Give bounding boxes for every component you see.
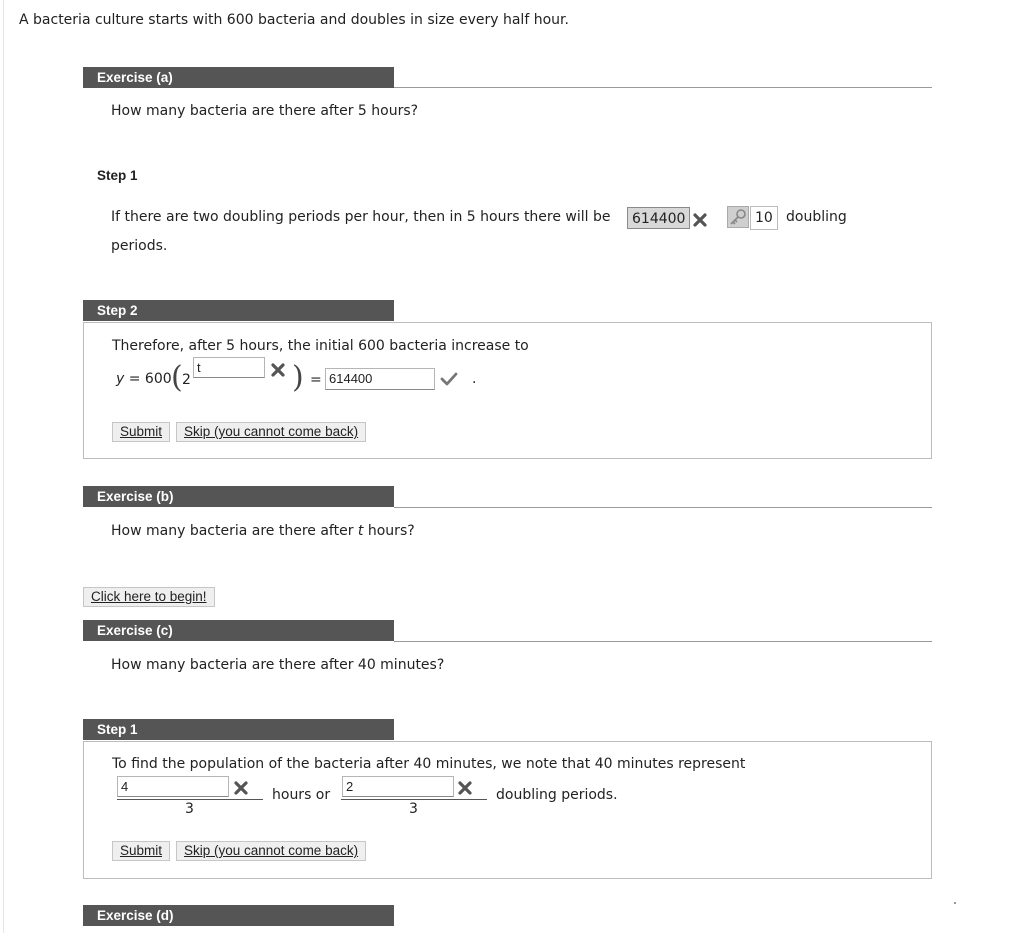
periods-numerator-input[interactable]: 2 bbox=[342, 776, 454, 797]
periods-denominator: 3 bbox=[409, 801, 418, 817]
correct-check-icon bbox=[440, 372, 458, 386]
problem-intro: A bacteria culture starts with 600 bacteria and doubles in size every half hour. bbox=[19, 12, 569, 28]
exercise-a-step1-text: If there are two doubling periods per hour, then in 5 hours there will be bbox=[111, 209, 611, 225]
submit-button[interactable]: Submit bbox=[112, 841, 170, 861]
wrong-x-icon bbox=[270, 362, 286, 378]
begin-button[interactable]: Click here to begin! bbox=[83, 587, 215, 607]
periods-fraction-bar bbox=[341, 799, 487, 800]
key-icon bbox=[728, 207, 748, 227]
exercise-a-step1-correct-answer: 10 bbox=[750, 206, 778, 230]
left-paren: ( bbox=[171, 360, 183, 395]
wrong-x-icon bbox=[457, 780, 473, 796]
exercise-c-question: How many bacteria are there after 40 minutes? bbox=[111, 657, 445, 673]
skip-button[interactable]: Skip (you cannot come back) bbox=[176, 422, 366, 442]
equation-base: 2 bbox=[182, 372, 191, 388]
decorative-dot bbox=[954, 902, 956, 904]
exercise-c-step1-text: To find the population of the bacteria after 40 minutes, we note that 40 minutes represent bbox=[112, 756, 746, 772]
exercise-a-step1-text-wrap: periods. bbox=[111, 238, 168, 254]
wrong-x-icon bbox=[692, 212, 708, 228]
exercise-b-rule bbox=[394, 507, 932, 508]
hours-numerator-input[interactable]: 4 bbox=[117, 776, 229, 797]
skip-button[interactable]: Skip (you cannot come back) bbox=[176, 841, 366, 861]
result-input[interactable]: 614400 bbox=[325, 368, 435, 390]
exercise-b-question: How many bacteria are there after t hours? bbox=[111, 523, 415, 539]
hours-denominator: 3 bbox=[185, 801, 194, 817]
periods-text: doubling periods. bbox=[496, 787, 618, 803]
exponent-input[interactable]: t bbox=[193, 357, 265, 378]
right-paren: ) bbox=[292, 360, 304, 395]
equation-period: . bbox=[472, 371, 477, 387]
exercise-c-header: Exercise (c) bbox=[83, 620, 394, 641]
exercise-a-rule bbox=[394, 87, 932, 88]
exercise-a-step1-label: Step 1 bbox=[97, 168, 138, 183]
submit-button[interactable]: Submit bbox=[112, 422, 170, 442]
exercise-b-header: Exercise (b) bbox=[83, 486, 394, 507]
hours-fraction-bar bbox=[117, 799, 263, 800]
exercise-c-step1-header: Step 1 bbox=[83, 719, 394, 740]
wrong-x-icon bbox=[233, 780, 249, 796]
equation-equals: = bbox=[310, 372, 322, 388]
exercise-d-header: Exercise (d) bbox=[83, 905, 394, 926]
hours-or-text: hours or bbox=[272, 787, 331, 803]
exercise-a-question: How many bacteria are there after 5 hours? bbox=[111, 103, 419, 119]
exercise-a-step1-text-after: doubling bbox=[786, 209, 847, 225]
exercise-a-step2-header: Step 2 bbox=[83, 300, 394, 321]
key-hint-icon[interactable] bbox=[727, 206, 749, 228]
exercise-c-rule bbox=[394, 641, 932, 642]
equation-y: y = 600 bbox=[116, 371, 172, 387]
exercise-a-step2-text: Therefore, after 5 hours, the initial 600 bacteria increase to bbox=[112, 338, 529, 354]
exercise-a-header: Exercise (a) bbox=[83, 67, 394, 88]
exercise-a-step1-wrong-answer: 614400 bbox=[627, 207, 690, 229]
page-left-edge bbox=[3, 0, 4, 933]
